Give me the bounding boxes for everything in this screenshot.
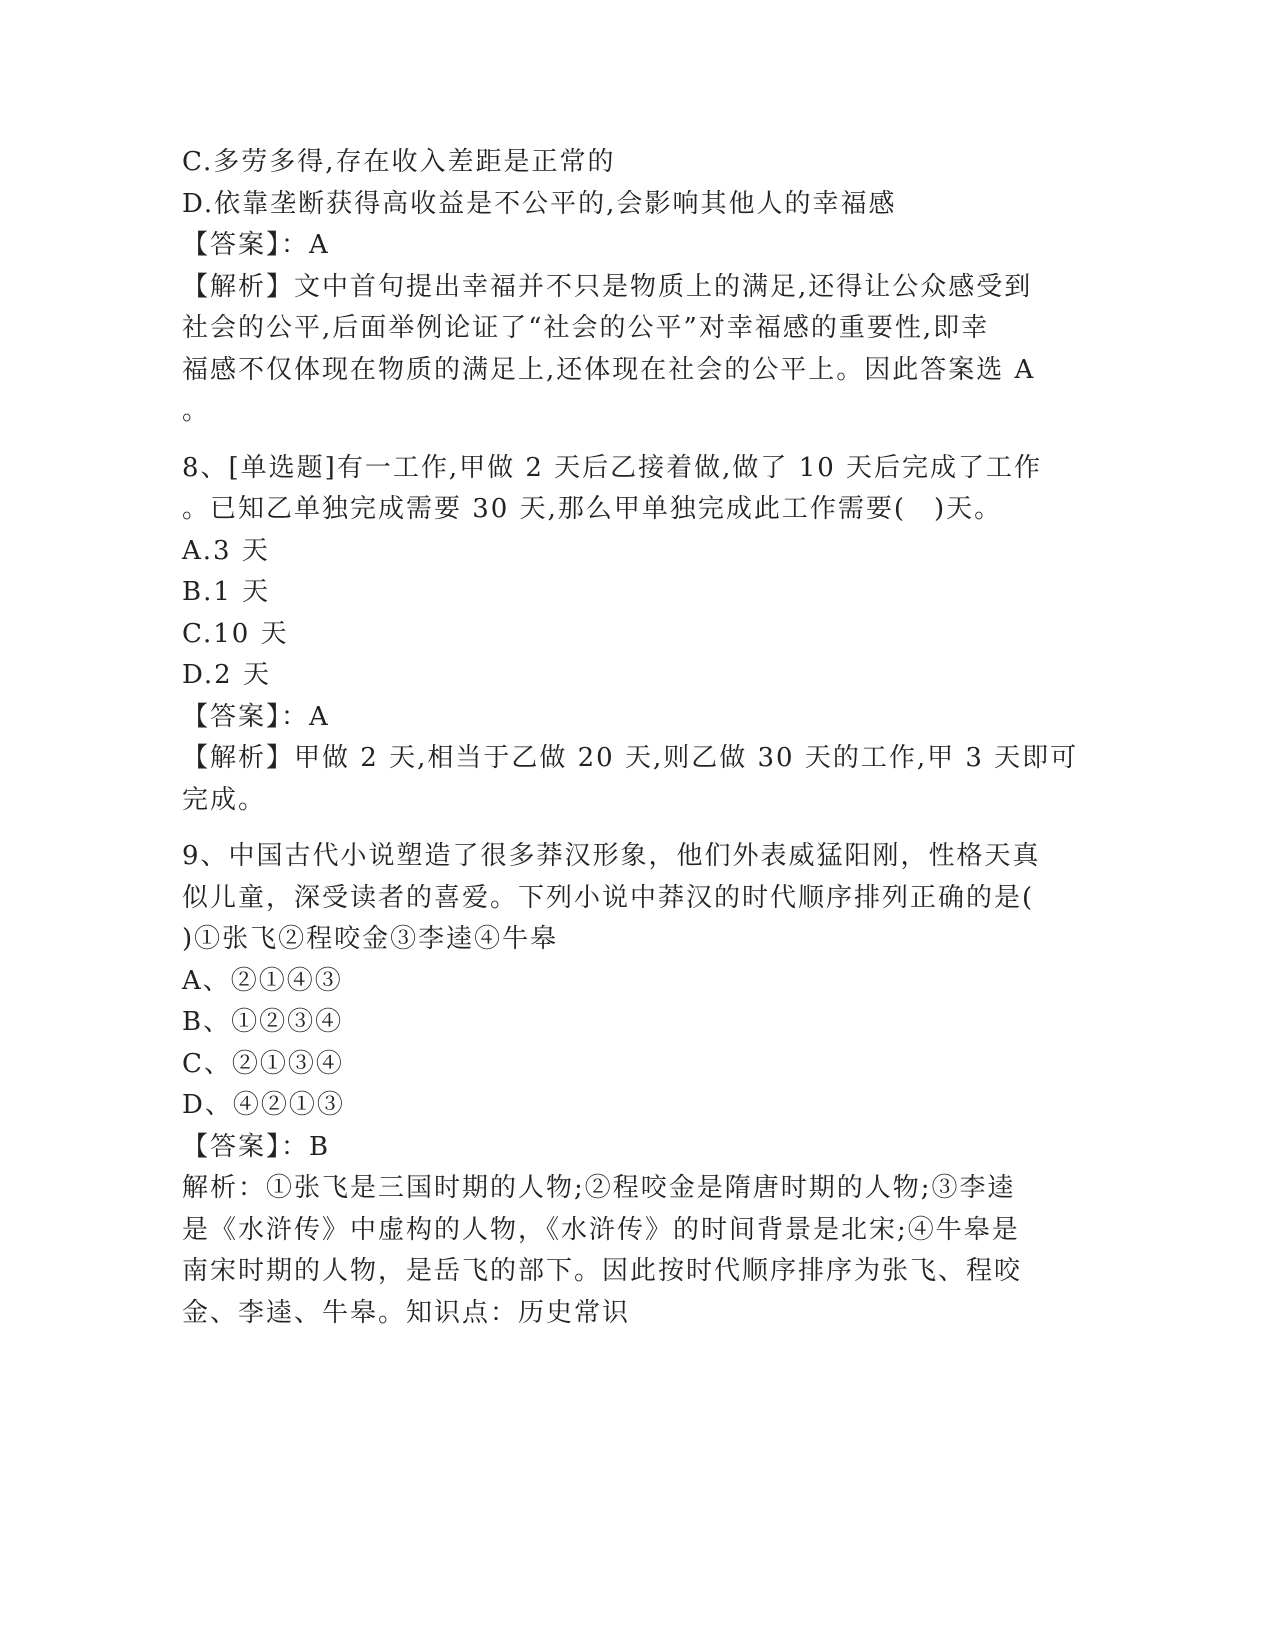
q7-analysis-line: 社会的公平,后面举例论证了“社会的公平”对幸福感的重要性,即幸 bbox=[182, 313, 990, 343]
q9-option-d: D、④②①③ bbox=[182, 1090, 345, 1120]
q8-option-d: D.2 天 bbox=[182, 660, 271, 690]
q7-option-d: D.依靠垄断获得高收益是不公平的,会影响其他人的幸福感 bbox=[182, 188, 897, 219]
q7-answer: 【答案】：A bbox=[182, 230, 330, 260]
q9-stem-line: )①张飞②程咬金③李逵④牛皋 bbox=[182, 924, 559, 954]
q9-analysis-line: 是《水浒传》中虚构的人物，《水浒传》的时间背景是北宋;④牛皋是 bbox=[182, 1214, 1020, 1245]
q7-analysis bbox=[182, 267, 1042, 433]
q7-option-c: C.多劳多得,存在收入差距是正常的 bbox=[182, 147, 616, 177]
q9-stem-line: 似儿童，深受读者的喜爱。下列小说中莽汉的时代顺序排列正确的是( bbox=[182, 882, 1035, 913]
q7-analysis-line: 福感不仅体现在物质的满足上,还体现在社会的公平上。因此答案选 A bbox=[182, 354, 1036, 385]
q8-analysis-line: 【解析】甲做 2 天,相当于乙做 20 天,则乙做 30 天的工作,甲 3 天即可 bbox=[182, 743, 1079, 773]
q9-analysis-line: 解析：①张飞是三国时期的人物;②程咬金是隋唐时期的人物;③李逵 bbox=[182, 1173, 1016, 1203]
q8-option-c: C.10 天 bbox=[182, 618, 289, 649]
q9-analysis-line: 金、李逵、牛皋。知识点：历史常识 bbox=[182, 1297, 631, 1328]
question-spacer bbox=[182, 433, 1042, 448]
q8-option-a: A.3 天 bbox=[182, 535, 270, 566]
q9-option-c: C、②①③④ bbox=[182, 1048, 344, 1079]
q8-analysis bbox=[182, 738, 1079, 821]
q9-stem bbox=[182, 836, 1042, 961]
q9-stem-line: 9、中国古代小说塑造了很多莽汉形象，他们外表威猛阳刚，性格天真 bbox=[182, 841, 1041, 871]
q9-analysis-line: 南宋时期的人物，是岳飞的部下。因此按时代顺序排序为张飞、程咬 bbox=[182, 1256, 1023, 1286]
q7-analysis-line: 。 bbox=[182, 396, 211, 426]
q8-option-b: B.1 天 bbox=[182, 577, 271, 607]
q8-stem bbox=[182, 448, 1042, 531]
q8-analysis-line: 完成。 bbox=[182, 784, 267, 815]
q9-option-a: A、②①④③ bbox=[182, 965, 343, 996]
q9-answer: 【答案】：B bbox=[182, 1131, 331, 1162]
q8-answer: 【答案】：A bbox=[182, 701, 330, 732]
q8-stem-line: 。已知乙单独完成需要 30 天,那么甲单独完成此工作需要( )天。 bbox=[182, 494, 1003, 524]
q8-stem-line: 8、[单选题]有一工作,甲做 2 天后乙接着做,做了 10 天后完成了工作 bbox=[182, 452, 1043, 483]
q9-option-b: B、①②③④ bbox=[182, 1007, 344, 1037]
q9-analysis bbox=[182, 1168, 1042, 1334]
page-content bbox=[182, 142, 1079, 1334]
question-spacer bbox=[182, 821, 1042, 836]
q7-analysis-line: 【解析】文中首句提出幸福并不只是物质上的满足,还得让公众感受到 bbox=[182, 271, 1033, 302]
